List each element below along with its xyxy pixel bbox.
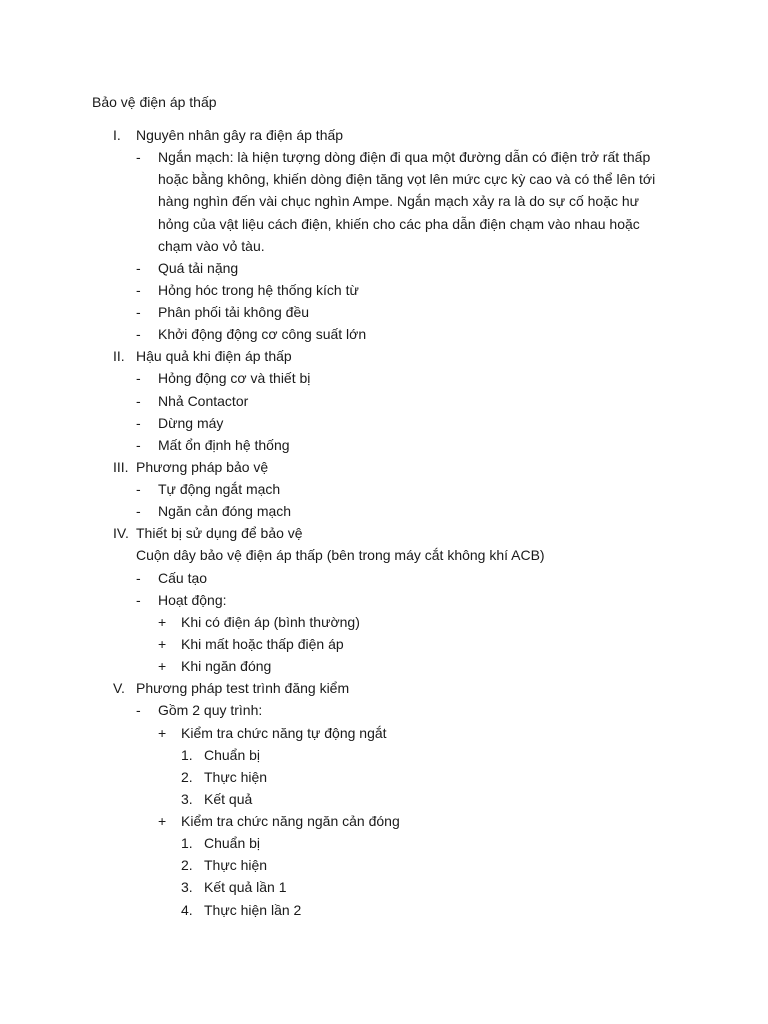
section-heading: Thiết bị sử dụng để bảo vệ <box>136 525 303 541</box>
plus-bullet: + <box>158 813 167 829</box>
step-number: 2. <box>181 769 193 785</box>
sub-item-text: Khi có điện áp (bình thường) <box>181 614 360 630</box>
list-item-text: Hỏng hóc trong hệ thống kích từ <box>158 282 359 298</box>
list-item-text: Ngắn mạch: là hiện tượng dòng điện đi qua một đường dẫn có điện trở rất thấp <box>158 149 651 165</box>
section-heading: Nguyên nhân gây ra điện áp thấp <box>136 127 344 143</box>
list-item-text: hoặc bằng không, khiến dòng điện tăng vọt lên mức cực kỳ cao và có thể lên tới <box>158 171 656 187</box>
dash-bullet: - <box>136 326 141 342</box>
dash-bullet: - <box>136 592 141 608</box>
list-item-text: Hoạt động: <box>158 592 227 608</box>
list-item-text: Dừng máy <box>158 415 224 431</box>
section-numeral: III. <box>113 459 129 475</box>
step-number: 1. <box>181 747 193 763</box>
plus-bullet: + <box>158 725 167 741</box>
list-item-text: Phân phối tải không đều <box>158 304 310 320</box>
dash-bullet: - <box>136 370 141 386</box>
dash-bullet: - <box>136 149 141 165</box>
sub-item-text: Khi mất hoặc thấp điện áp <box>181 636 344 652</box>
section-subheading: Cuộn dây bảo vệ điện áp thấp (bên trong máy cắt không khí ACB) <box>136 547 545 563</box>
dash-bullet: - <box>136 503 141 519</box>
plus-bullet: + <box>158 658 167 674</box>
step-number: 2. <box>181 857 193 873</box>
step-text: Thực hiện <box>204 769 268 785</box>
dash-bullet: - <box>136 437 141 453</box>
list-item-text: Gồm 2 quy trình: <box>158 702 263 718</box>
list-item-text: chạm vào vỏ tàu. <box>158 238 265 254</box>
dash-bullet: - <box>136 570 141 586</box>
dash-bullet: - <box>136 702 141 718</box>
section-numeral: II. <box>113 348 125 364</box>
section-heading: Phương pháp test trình đăng kiểm <box>136 680 350 696</box>
step-text: Thực hiện lần 2 <box>204 902 302 918</box>
sub-item-text: Khi ngăn đóng <box>181 658 272 674</box>
section-numeral: V. <box>113 680 125 696</box>
list-item-text: Tự động ngắt mạch <box>158 481 281 497</box>
step-number: 3. <box>181 791 193 807</box>
sub-item-text: Kiểm tra chức năng tự động ngắt <box>181 725 387 741</box>
list-item-text: Mất ổn định hệ thống <box>158 437 290 453</box>
section-numeral: IV. <box>113 525 129 541</box>
dash-bullet: - <box>136 304 141 320</box>
step-number: 1. <box>181 835 193 851</box>
dash-bullet: - <box>136 282 141 298</box>
step-text: Thực hiện <box>204 857 268 873</box>
document-title: Bảo vệ điện áp thấp <box>92 94 217 110</box>
dash-bullet: - <box>136 393 141 409</box>
step-text: Chuẩn bị <box>204 835 261 851</box>
section-heading: Phương pháp bảo vệ <box>136 459 269 475</box>
step-text: Chuẩn bị <box>204 747 261 763</box>
step-text: Kết quả <box>204 791 253 807</box>
list-item-text: Khởi động động cơ công suất lớn <box>158 326 367 342</box>
plus-bullet: + <box>158 636 167 652</box>
list-item-text: Nhả Contactor <box>158 393 249 409</box>
dash-bullet: - <box>136 260 141 276</box>
step-text: Kết quả lần 1 <box>204 879 287 895</box>
list-item-text: Ngăn cản đóng mạch <box>158 503 292 519</box>
step-number: 4. <box>181 902 193 918</box>
list-item-text: hàng nghìn đến vài chục nghìn Ampe. Ngắn mạch xảy ra là do sự cố hoặc hư <box>158 193 640 209</box>
list-item-text: Cấu tạo <box>158 570 208 586</box>
dash-bullet: - <box>136 415 141 431</box>
list-item-text: Quá tải nặng <box>158 260 239 276</box>
step-number: 3. <box>181 879 193 895</box>
sub-item-text: Kiểm tra chức năng ngăn cản đóng <box>181 813 400 829</box>
list-item-text: Hỏng động cơ và thiết bị <box>158 370 311 386</box>
section-heading: Hậu quả khi điện áp thấp <box>136 348 292 364</box>
dash-bullet: - <box>136 481 141 497</box>
list-item-text: hỏng của vật liệu cách điện, khiến cho các pha dẫn điện chạm vào nhau hoặc <box>158 216 640 232</box>
section-numeral: I. <box>113 127 121 143</box>
plus-bullet: + <box>158 614 167 630</box>
